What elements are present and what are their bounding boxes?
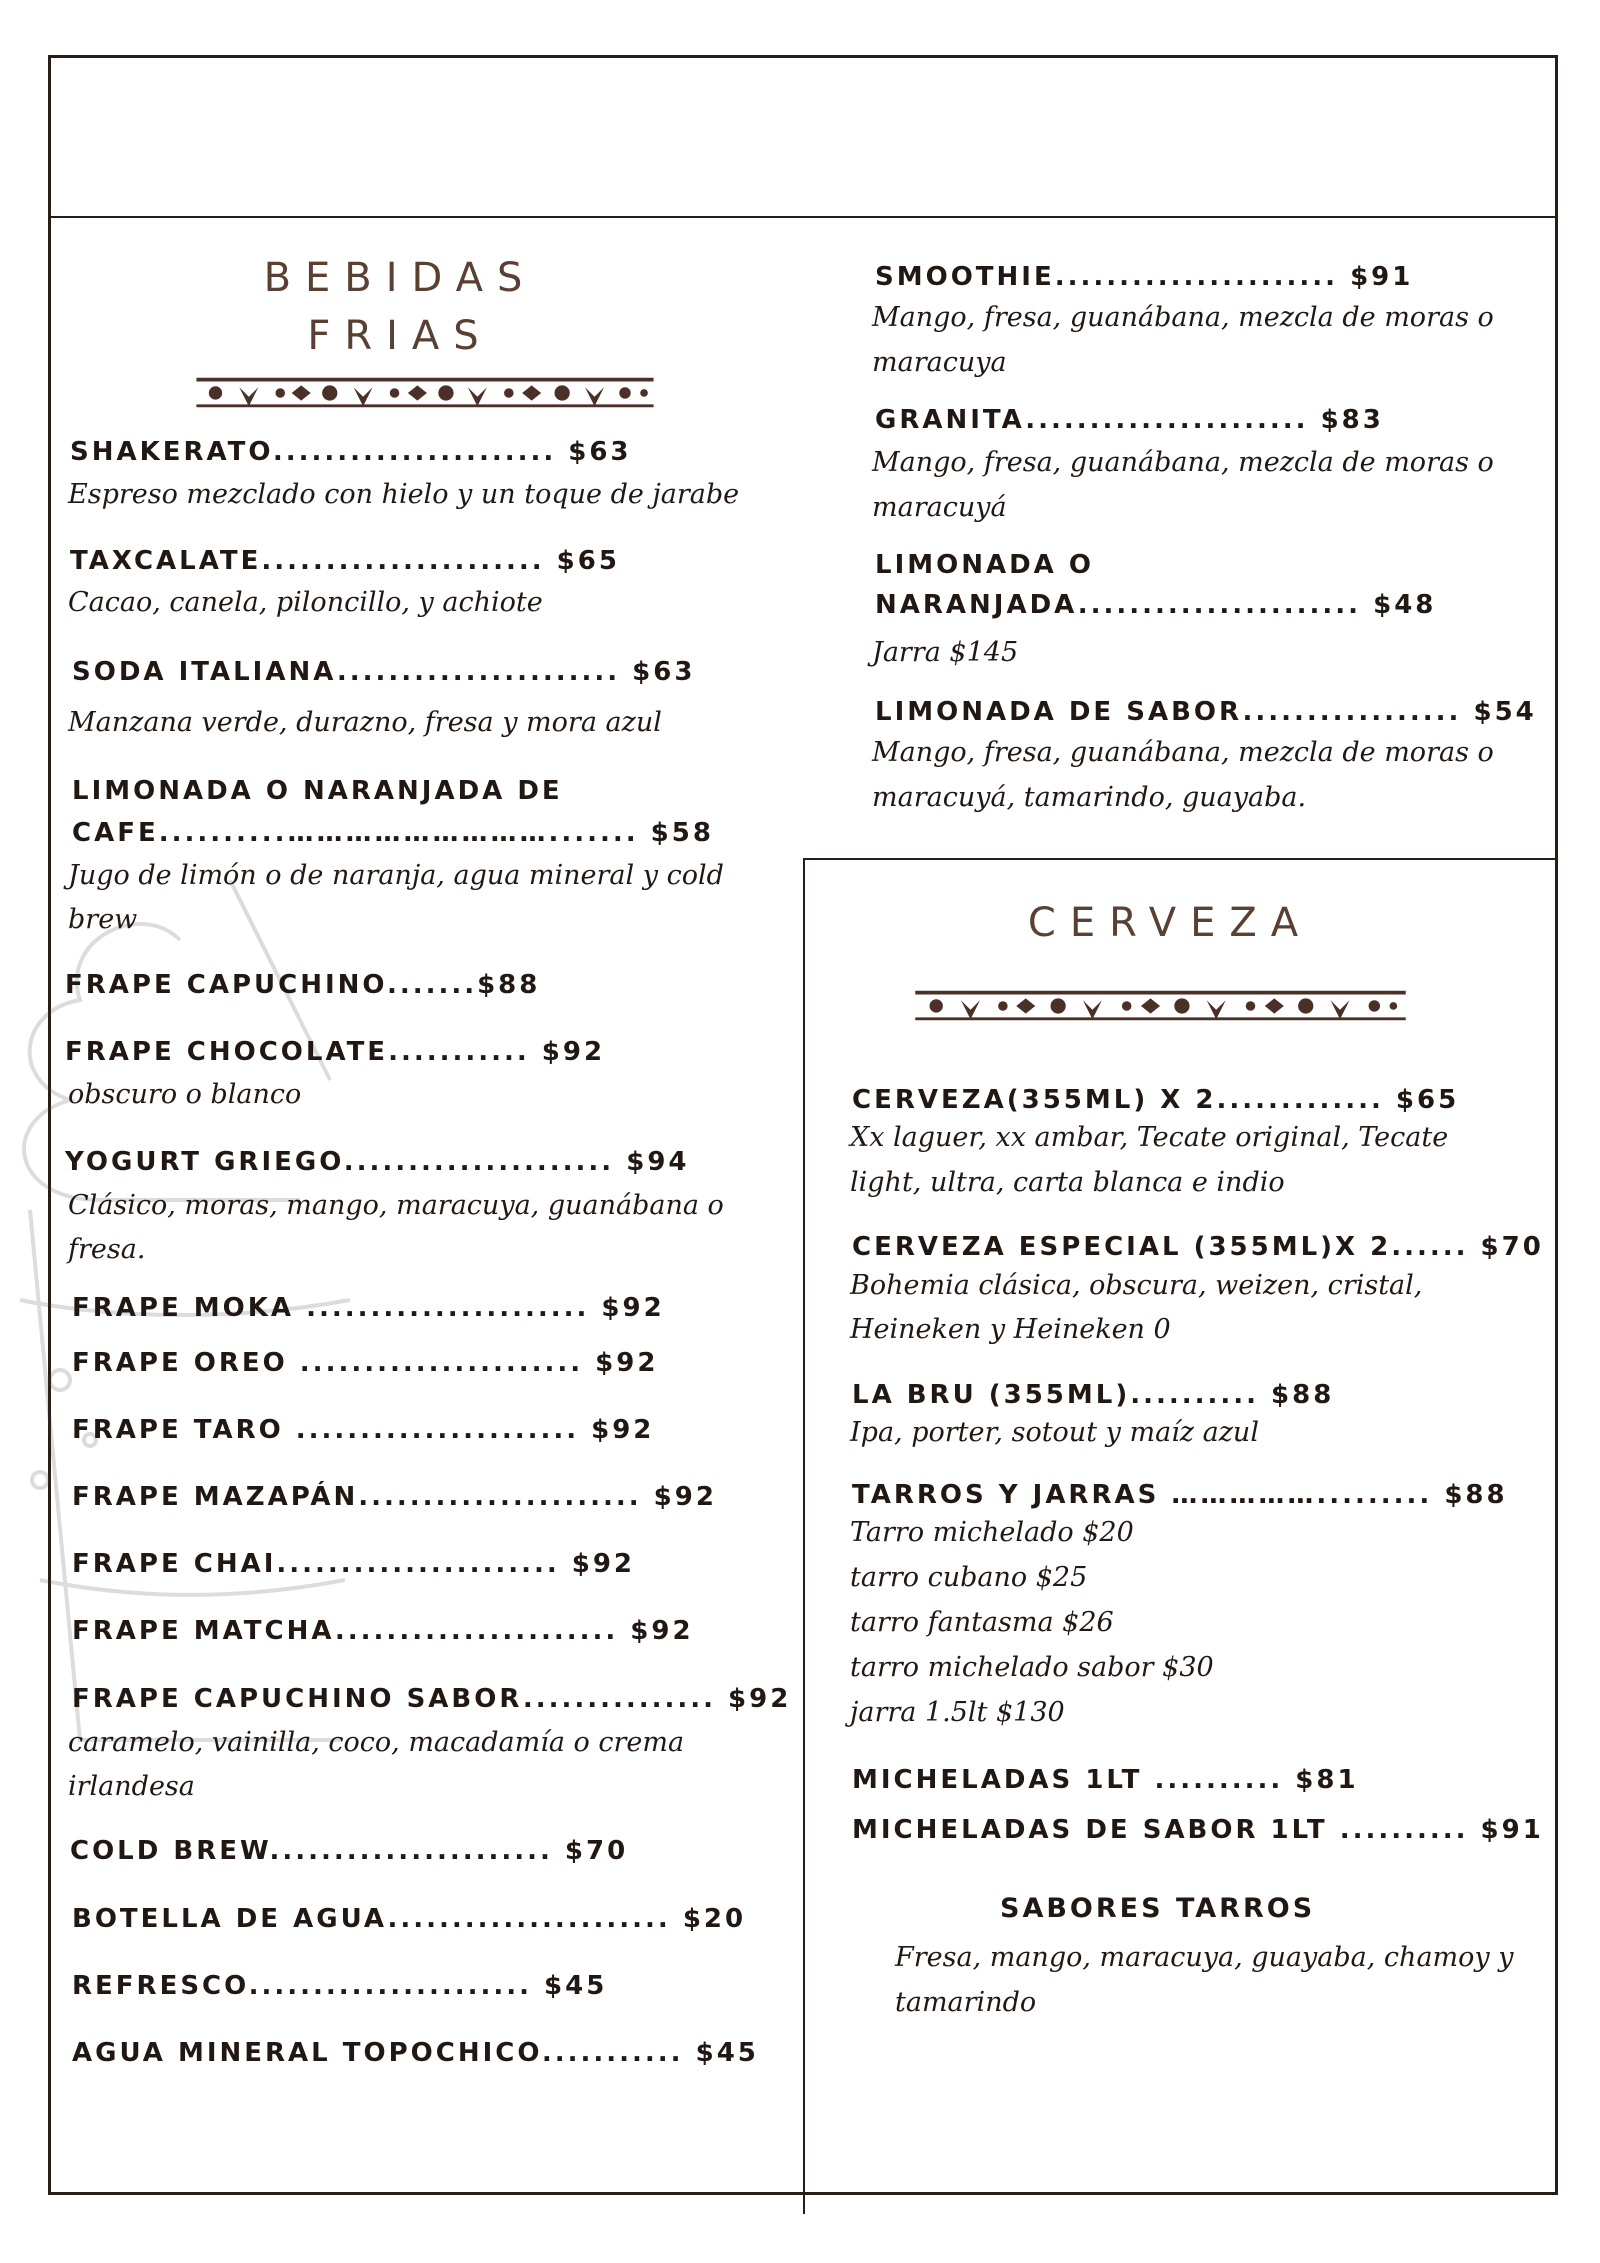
item-smoothie-desc2: maracuya bbox=[872, 347, 1007, 378]
item-micheladas-sabor: MICHELADAS DE SABOR 1LT .......... $91 bbox=[852, 1815, 1544, 1845]
tarros-line: tarro michelado sabor $30 bbox=[850, 1652, 1214, 1683]
item-cerveza: CERVEZA(355ML) X 2............. $65 bbox=[852, 1085, 1460, 1115]
item-limonada-naranjada-price: NARANJADA...................... $48 bbox=[875, 590, 1437, 620]
tarros-line: tarro cubano $25 bbox=[850, 1562, 1088, 1593]
item-shakerato: SHAKERATO...................... $63 bbox=[70, 437, 632, 467]
item-frape-capuchino-sabor-desc: caramelo, vainilla, coco, macadamía o crema bbox=[68, 1727, 685, 1758]
item-yogurt-griego: YOGURT GRIEGO..................... $94 bbox=[65, 1147, 690, 1177]
item-cerveza-especial: CERVEZA ESPECIAL (355ML)X 2...... $70 bbox=[852, 1232, 1544, 1262]
item-yogurt-griego-desc: Clásico, moras, mango, maracuya, guanábana o bbox=[68, 1190, 724, 1221]
item-limonada-sabor: LIMONADA DE SABOR................. $54 bbox=[875, 697, 1537, 727]
section-title-bebidas: BEBIDAS bbox=[263, 255, 537, 301]
item-limonada-cafe-price: CAFE..........………………………....... $58 bbox=[72, 818, 714, 848]
item-limonada-cafe-desc: Jugo de limón o de naranja, agua mineral y cold bbox=[68, 860, 724, 891]
item-frape-moka: FRAPE MOKA ...................... $92 bbox=[72, 1293, 665, 1323]
cerveza-box-top bbox=[803, 858, 1558, 860]
papel-picado-ornament bbox=[903, 985, 1418, 1025]
tarros-line: tarro fantasma $26 bbox=[850, 1607, 1114, 1638]
sabores-tarros-title: SABORES TARROS bbox=[1000, 1893, 1316, 1924]
item-taxcalate-desc: Cacao, canela, piloncillo, y achiote bbox=[68, 587, 543, 618]
item-limonada-cafe: LIMONADA O NARANJADA DE bbox=[72, 776, 563, 806]
item-limonada-sabor-desc2: maracuyá, tamarindo, guayaba. bbox=[872, 782, 1307, 813]
item-soda-italiana: SODA ITALIANA...................... $63 bbox=[72, 657, 696, 687]
item-limonada-naranjada: LIMONADA O bbox=[875, 550, 1094, 580]
item-cerveza-desc: Xx laguer, xx ambar, Tecate original, Tecate bbox=[850, 1122, 1449, 1153]
item-la-bru-desc: Ipa, porter, sotout y maíz azul bbox=[850, 1417, 1259, 1448]
header-divider bbox=[48, 216, 1558, 218]
section-title-frias: FRIAS bbox=[307, 313, 493, 359]
item-granita-desc: Mango, fresa, guanábana, mezcla de moras o bbox=[872, 447, 1494, 478]
item-frape-taro: FRAPE TARO ...................... $92 bbox=[72, 1415, 655, 1445]
item-botella-agua: BOTELLA DE AGUA...................... $20 bbox=[72, 1904, 747, 1934]
item-refresco: REFRESCO...................... $45 bbox=[72, 1971, 608, 2001]
item-cerveza-desc2: light, ultra, carta blanca e indio bbox=[850, 1167, 1285, 1198]
item-limonada-cafe-desc2: brew bbox=[68, 904, 138, 935]
tarros-line: jarra 1.5lt $130 bbox=[850, 1697, 1065, 1728]
item-cerveza-especial-desc: Bohemia clásica, obscura, weizen, cristal, bbox=[850, 1270, 1423, 1301]
item-smoothie-desc: Mango, fresa, guanábana, mezcla de moras o bbox=[872, 302, 1494, 333]
tarros-line: Tarro michelado $20 bbox=[850, 1517, 1134, 1548]
item-tarros-jarras: TARROS Y JARRAS ……………......... $88 bbox=[852, 1480, 1508, 1510]
item-frape-capuchino-sabor-desc2: irlandesa bbox=[68, 1771, 195, 1802]
item-shakerato-desc: Espreso mezclado con hielo y un toque de jarabe bbox=[68, 479, 740, 510]
item-frape-chocolate-desc: obscuro o blanco bbox=[68, 1079, 302, 1110]
item-smoothie: SMOOTHIE...................... $91 bbox=[875, 262, 1414, 292]
sabores-tarros-desc2: tamarindo bbox=[895, 1987, 1037, 2018]
item-cold-brew: COLD BREW...................... $70 bbox=[70, 1836, 629, 1866]
item-frape-chai: FRAPE CHAI...................... $92 bbox=[72, 1549, 636, 1579]
item-frape-mazapan: FRAPE MAZAPÁN...................... $92 bbox=[72, 1482, 717, 1512]
item-limonada-naranjada-desc: Jarra $145 bbox=[872, 637, 1019, 668]
item-micheladas: MICHELADAS 1LT .......... $81 bbox=[852, 1765, 1359, 1795]
papel-picado-ornament bbox=[185, 372, 665, 412]
item-frape-chocolate: FRAPE CHOCOLATE........... $92 bbox=[65, 1037, 606, 1067]
cerveza-box-left bbox=[803, 858, 805, 2214]
item-frape-oreo: FRAPE OREO ...................... $92 bbox=[72, 1348, 659, 1378]
item-soda-italiana-desc: Manzana verde, durazno, fresa y mora azul bbox=[68, 707, 662, 738]
item-yogurt-griego-desc2: fresa. bbox=[68, 1234, 146, 1265]
item-granita-desc2: maracuyá bbox=[872, 492, 1007, 523]
section-title-cerveza: CERVEZA bbox=[1027, 900, 1313, 946]
item-frape-matcha: FRAPE MATCHA...................... $92 bbox=[72, 1616, 694, 1646]
item-limonada-sabor-desc: Mango, fresa, guanábana, mezcla de moras o bbox=[872, 737, 1494, 768]
item-frape-capuchino-sabor: FRAPE CAPUCHINO SABOR............... $92 bbox=[72, 1684, 792, 1714]
item-frape-capuchino: FRAPE CAPUCHINO.......$88 bbox=[65, 970, 541, 1000]
item-agua-mineral: AGUA MINERAL TOPOCHICO........... $45 bbox=[72, 2038, 759, 2068]
item-granita: GRANITA...................... $83 bbox=[875, 405, 1384, 435]
item-la-bru: LA BRU (355ML).......... $88 bbox=[852, 1380, 1335, 1410]
sabores-tarros-desc: Fresa, mango, maracuya, guayaba, chamoy y bbox=[895, 1942, 1514, 1973]
item-taxcalate: TAXCALATE...................... $65 bbox=[70, 546, 620, 576]
item-cerveza-especial-desc2: Heineken y Heineken 0 bbox=[850, 1314, 1171, 1345]
